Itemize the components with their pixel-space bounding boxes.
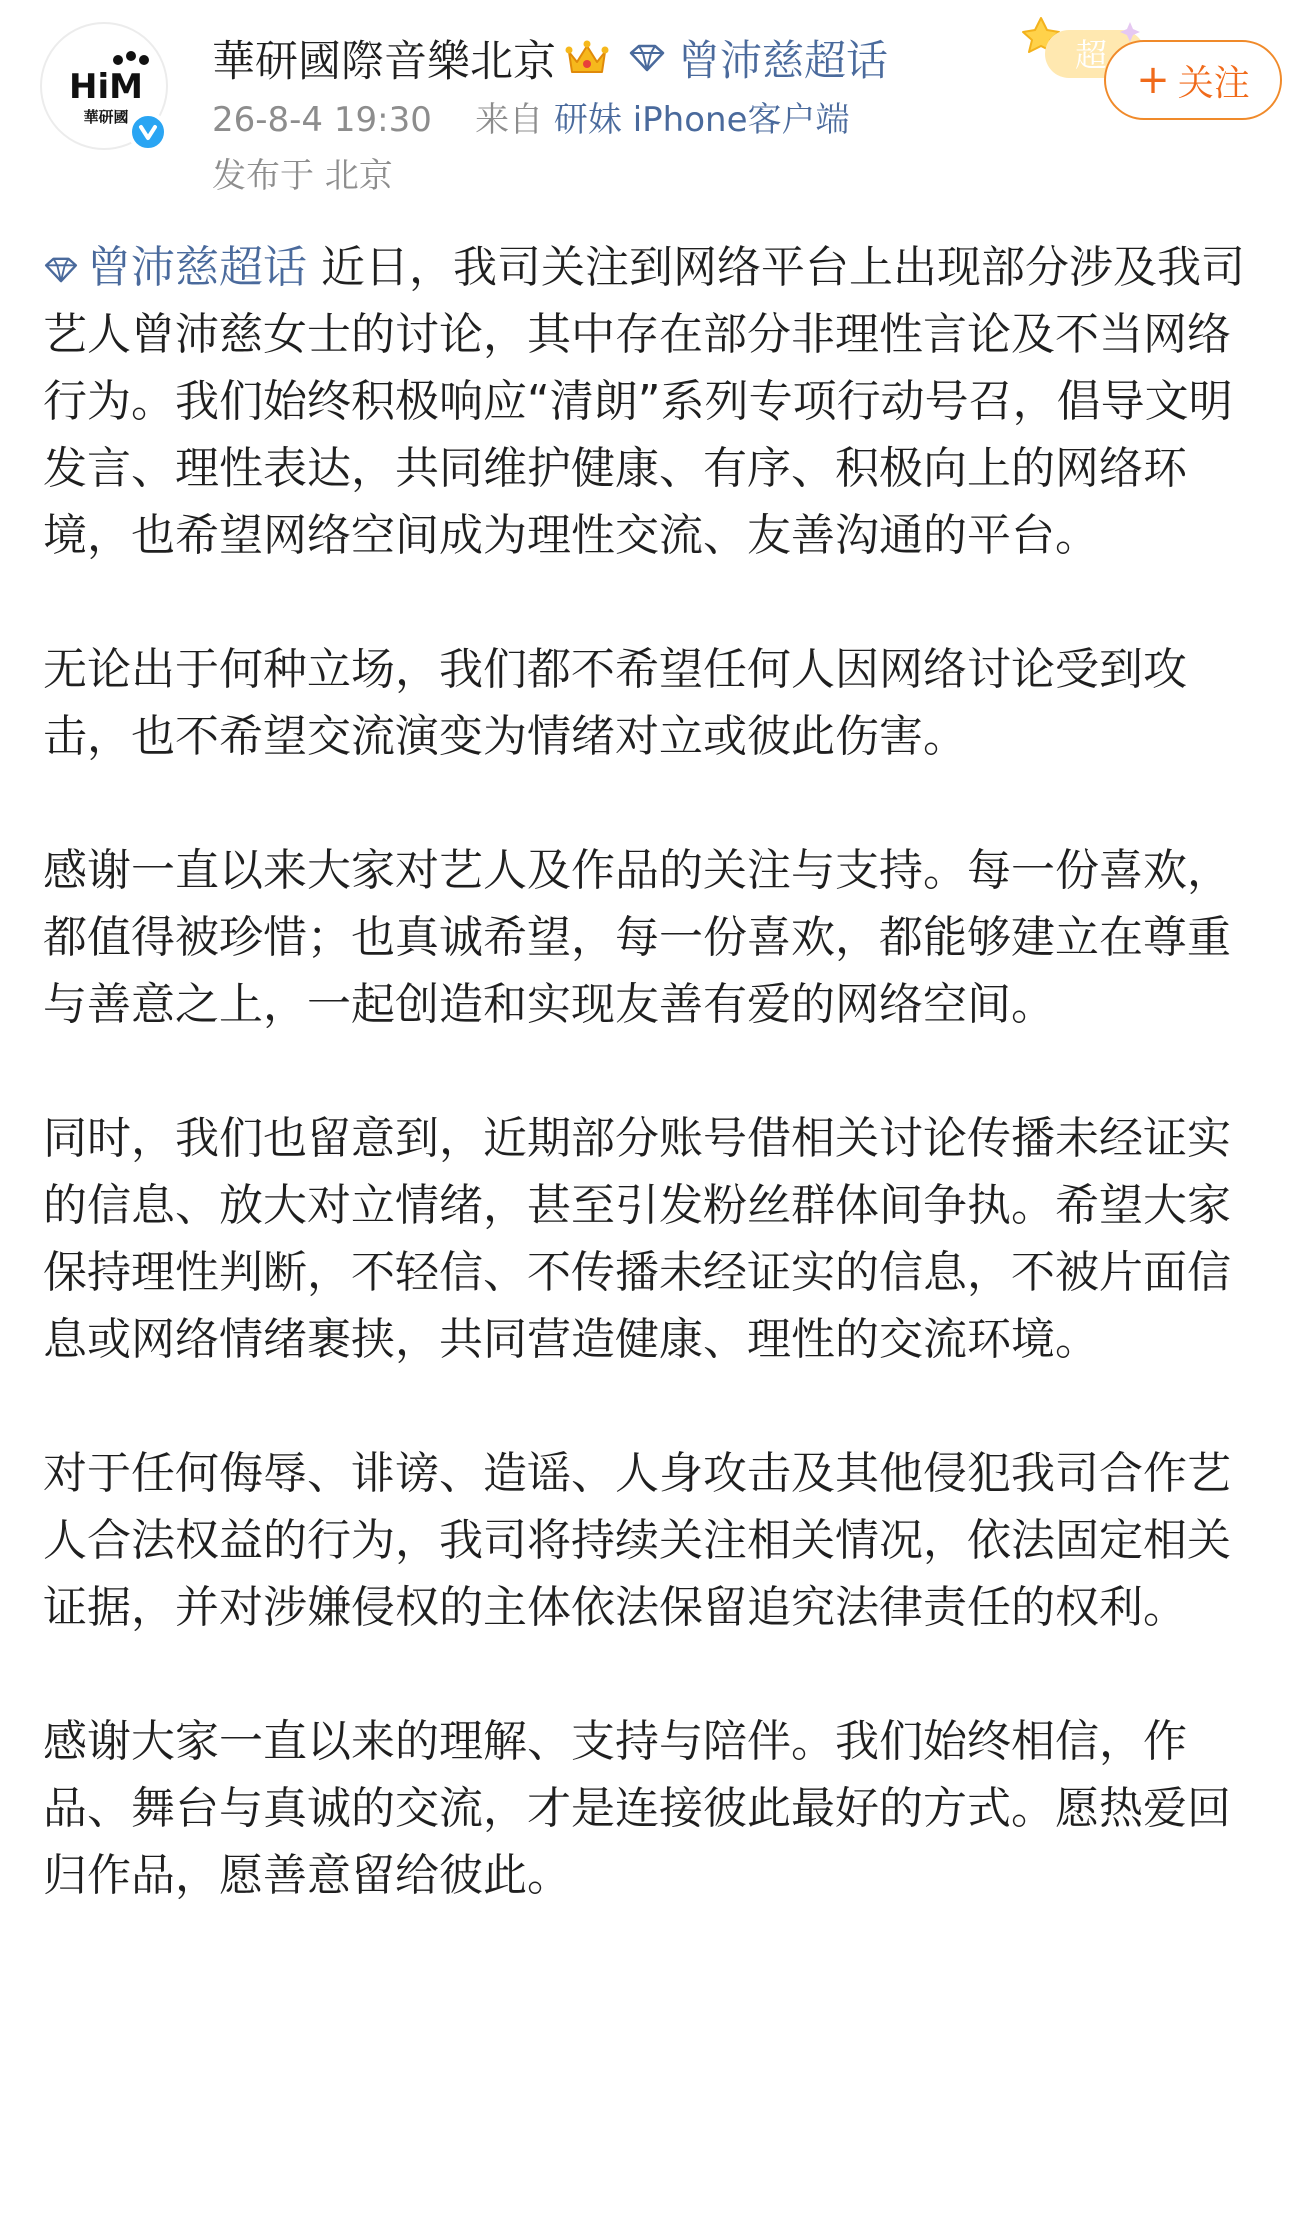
diamond-icon	[43, 256, 79, 284]
svg-text:華研國: 華研國	[83, 108, 129, 126]
paragraph-6: 感谢大家一直以来的理解、支持与陪伴。我们始终相信，作品、舞台与真诚的交流，才是连接彼此最好的方式。愿热爱回归作品，愿善意留给彼此。	[43, 1716, 1231, 1901]
inline-topic-link[interactable]	[43, 242, 307, 293]
follow-button-label: 关注	[1177, 62, 1250, 104]
inline-topic-label[interactable]: 曾沛慈超话	[87, 242, 307, 293]
source-prefix: 来自	[475, 100, 544, 140]
follow-button[interactable]	[1104, 40, 1282, 120]
paragraph-2: 无论出于何种立场，我们都不希望任何人因网络讨论受到攻击，也不希望交流演变为情绪对立或彼此伤害。	[43, 644, 1187, 762]
post-header	[0, 0, 1305, 210]
paragraph-1	[43, 234, 1273, 569]
paragraph-text: 近日，我司关注到网络平台上出现部分涉及我司艺人曾沛慈女士的讨论，其中存在部分非理性言论及不当网络行为。我们始终积极响应“清朗”系列专项行动号召，倡导文明发言、理性表达，共同维护健康、有序、积极向上的网络环境，也希望网络空间成为理性交流、友善沟通的平台。	[43, 242, 1245, 561]
account-name-text[interactable]: 華研國際音樂北京	[212, 36, 556, 87]
paragraph-5: 对于任何侮辱、诽谤、造谣、人身攻击及其他侵犯我司合作艺人合法权益的行为，我司将持续关注相关情况，依法固定相关证据，并对涉嫌侵权的主体依法保留追究法律责任的权利。	[43, 1448, 1231, 1633]
topic-link[interactable]	[628, 28, 888, 88]
account-name[interactable]	[212, 28, 610, 88]
paragraph-3: 感谢一直以来大家对艺人及作品的关注与支持。每一份喜欢，都值得被珍惜；也真诚希望，每一份喜欢，都能够建立在尊重与善意之上，一起创造和实现友善有爱的网络空间。	[43, 845, 1231, 1030]
post-meta	[212, 92, 850, 141]
post-location: 发布于 北京	[212, 156, 393, 196]
topic-link-label[interactable]: 曾沛慈超话	[678, 36, 889, 85]
paragraph-4: 同时，我们也留意到，近期部分账号借相关讨论传播未经证实的信息、放大对立情绪，甚至引发粉丝群体间争执。希望大家保持理性判断，不轻信、不传播未经证实的信息，不被片面信息或网络情绪裹挟，共同营造健康、理性的交流环境。	[43, 1113, 1231, 1365]
diamond-icon	[628, 43, 666, 73]
plus-icon: +	[1136, 57, 1170, 103]
post-timestamp: 26-8-4 19:30	[212, 100, 432, 140]
post-body	[43, 234, 1273, 1976]
crown-icon	[564, 38, 610, 78]
source-client-link[interactable]: 研妹 iPhone客户端	[553, 100, 850, 140]
svg-text:HiM: HiM	[69, 67, 143, 107]
verified-icon	[128, 112, 168, 152]
svg-text:超: 超	[1075, 36, 1108, 74]
